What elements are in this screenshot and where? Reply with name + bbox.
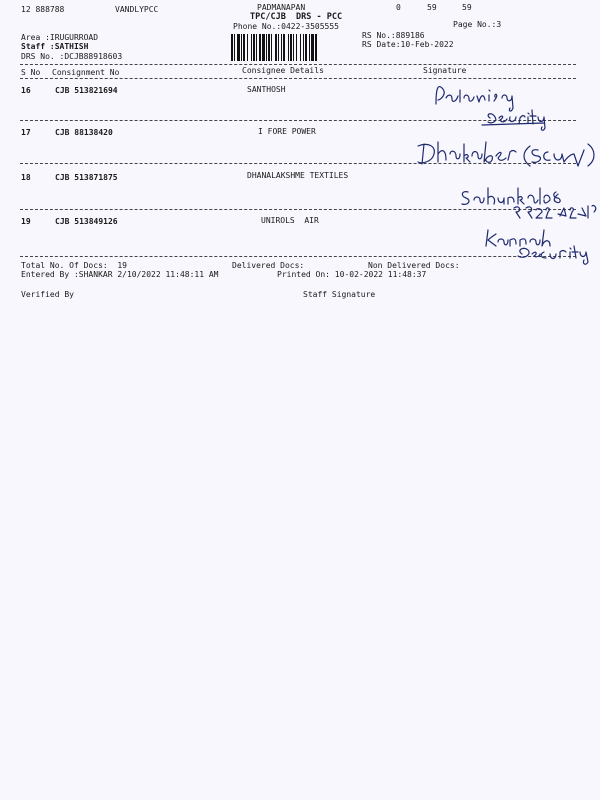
col-consignment: Consignment No: [52, 68, 120, 77]
barcode: [231, 34, 355, 61]
doc-title: TPC/CJB DRS - PCC: [250, 12, 343, 22]
divider: [20, 78, 576, 79]
col-consignee: Consignee Details: [242, 66, 324, 75]
signature-2: [414, 136, 600, 180]
drs-number: DRS No. :DCJB88918603: [21, 52, 123, 61]
row-consignment: CJB 513849126: [55, 217, 118, 226]
col-sno: S No: [21, 68, 41, 77]
row-consignment: CJB 88138420: [55, 128, 113, 137]
doc-code: 12 888788: [21, 5, 65, 14]
row-consignee: UNIROLS AIR: [261, 216, 319, 225]
entered-by: Entered By :SHANKAR 2/10/2022 11:48:11 AM: [21, 270, 219, 279]
delivered-docs: Delivered Docs:: [232, 261, 305, 270]
count-2: 59: [462, 3, 472, 12]
row-consignment: CJB 513821694: [55, 86, 118, 95]
total-docs: Total No. Of Docs: 19: [21, 261, 127, 270]
row-consignee: SANTHOSH: [247, 85, 286, 94]
signature-1: [432, 80, 552, 134]
col-signature: Signature: [423, 66, 467, 75]
row-consignee: I FORE POWER: [258, 127, 316, 136]
row-sno: 19: [21, 217, 31, 226]
row-sno: 16: [21, 86, 31, 95]
staff-label: Staff :SATHISH: [21, 42, 89, 51]
signature-3: [458, 182, 598, 226]
branch-name: VANDLYPCC: [115, 5, 159, 14]
person-name: PADMANAPAN: [257, 3, 306, 12]
area-label: Area :IRUGURROAD: [21, 33, 99, 42]
row-sno: 18: [21, 173, 31, 182]
rs-number: RS No.:889186: [362, 31, 425, 40]
rs-date: RS Date:10-Feb-2022: [362, 40, 454, 49]
row-consignment: CJB 513871875: [55, 173, 118, 182]
row-consignee: DHANALAKSHME TEXTILES: [247, 171, 349, 180]
count-0: 0: [396, 3, 401, 12]
staff-signature-label: Staff Signature: [303, 290, 376, 299]
count-1: 59: [427, 3, 437, 12]
non-delivered-docs: Non Delivered Docs:: [368, 261, 460, 270]
printed-on: Printed On: 10-02-2022 11:48:37: [277, 270, 427, 279]
verified-by: Verified By: [21, 290, 74, 299]
divider: [20, 64, 576, 65]
page-number: Page No.:3: [453, 20, 502, 29]
phone-number: Phone No.:0422-3505555: [233, 22, 339, 31]
signature-4: [482, 226, 592, 270]
row-sno: 17: [21, 128, 31, 137]
